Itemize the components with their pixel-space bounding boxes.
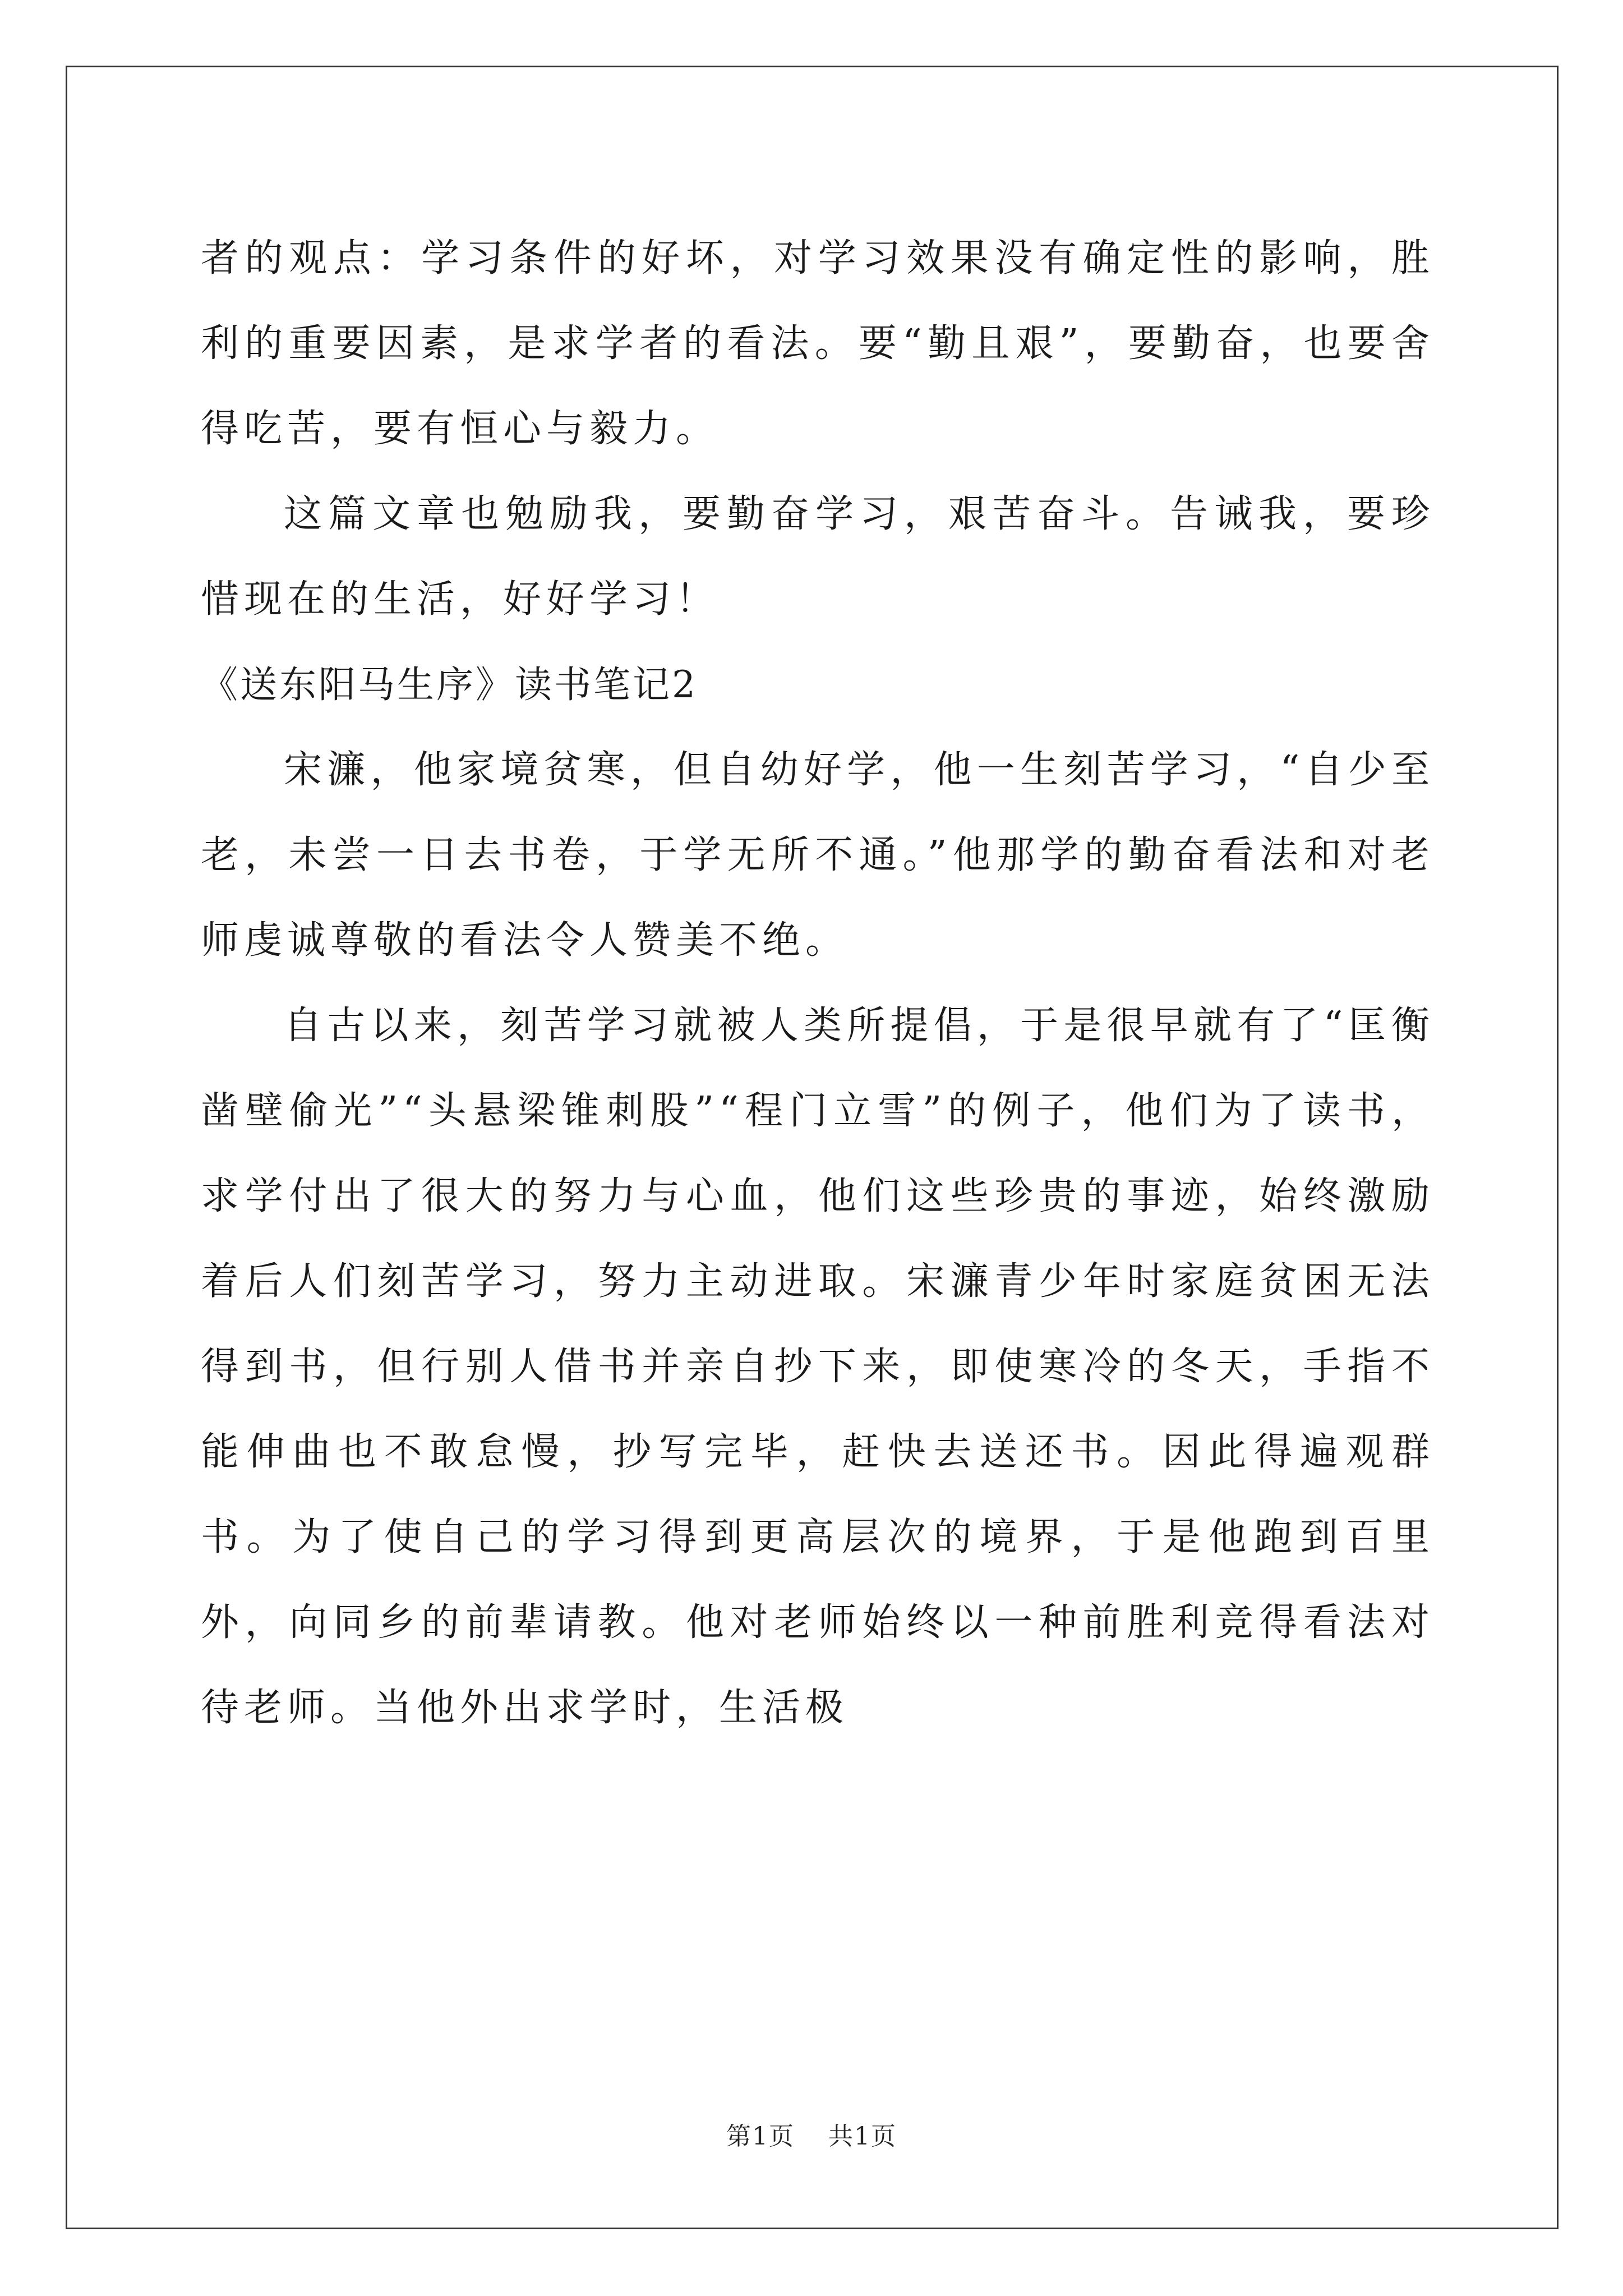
page-footer [0, 2116, 1623, 2152]
paragraph: 宋濂，他家境贫寒，但自幼好学，他一生刻苦学习，“自少至老，未尝一日去书卷，于学无所不通。”他那学的勤奋看法和对老师虔诚尊敬的看法令人赞美不绝。 [201, 748, 1435, 963]
page-number: 第1页 [726, 2122, 795, 2151]
page-total: 共1页 [828, 2122, 897, 2151]
section-heading: 《送东阳马生序》读书笔记2 [201, 663, 698, 706]
paragraph: 这篇文章也勉励我，要勤奋学习，艰苦奋斗。告诫我，要珍惜现在的生活，好好学习！ [201, 492, 1435, 622]
paragraph: 自古以来，刻苦学习就被人类所提倡，于是很早就有了“匡衡凿壁偷光”“头悬梁锥刺股”“程门立雪”的例子，他们为了读书，求学付出了很大的努力与心血，他们这些珍贵的事迹，始终激励着后人们刻苦学习，努力主动进取。宋濂青少年时家庭贫困无法得到书，但行别人借书并亲自抄下来，即使寒冷的冬天，手指不能伸曲也不敢怠慢，抄写完毕，赶快去送还书。因此得遍观群书。为了使自己的学习得到更高层次的境界，于是他跑到百里外，向同乡的前辈请教。他对老师始终以一种前胜利竞得看法对待老师。当他外出求学时，生活极 [201, 1004, 1435, 1730]
paragraph: 者的观点：学习条件的好坏，对学习效果没有确定性的影响，胜利的重要因素，是求学者的看法。要“勤且艰”，要勤奋，也要舍得吃苦，要有恒心与毅力。 [201, 236, 1435, 451]
document-body [201, 216, 1435, 1751]
